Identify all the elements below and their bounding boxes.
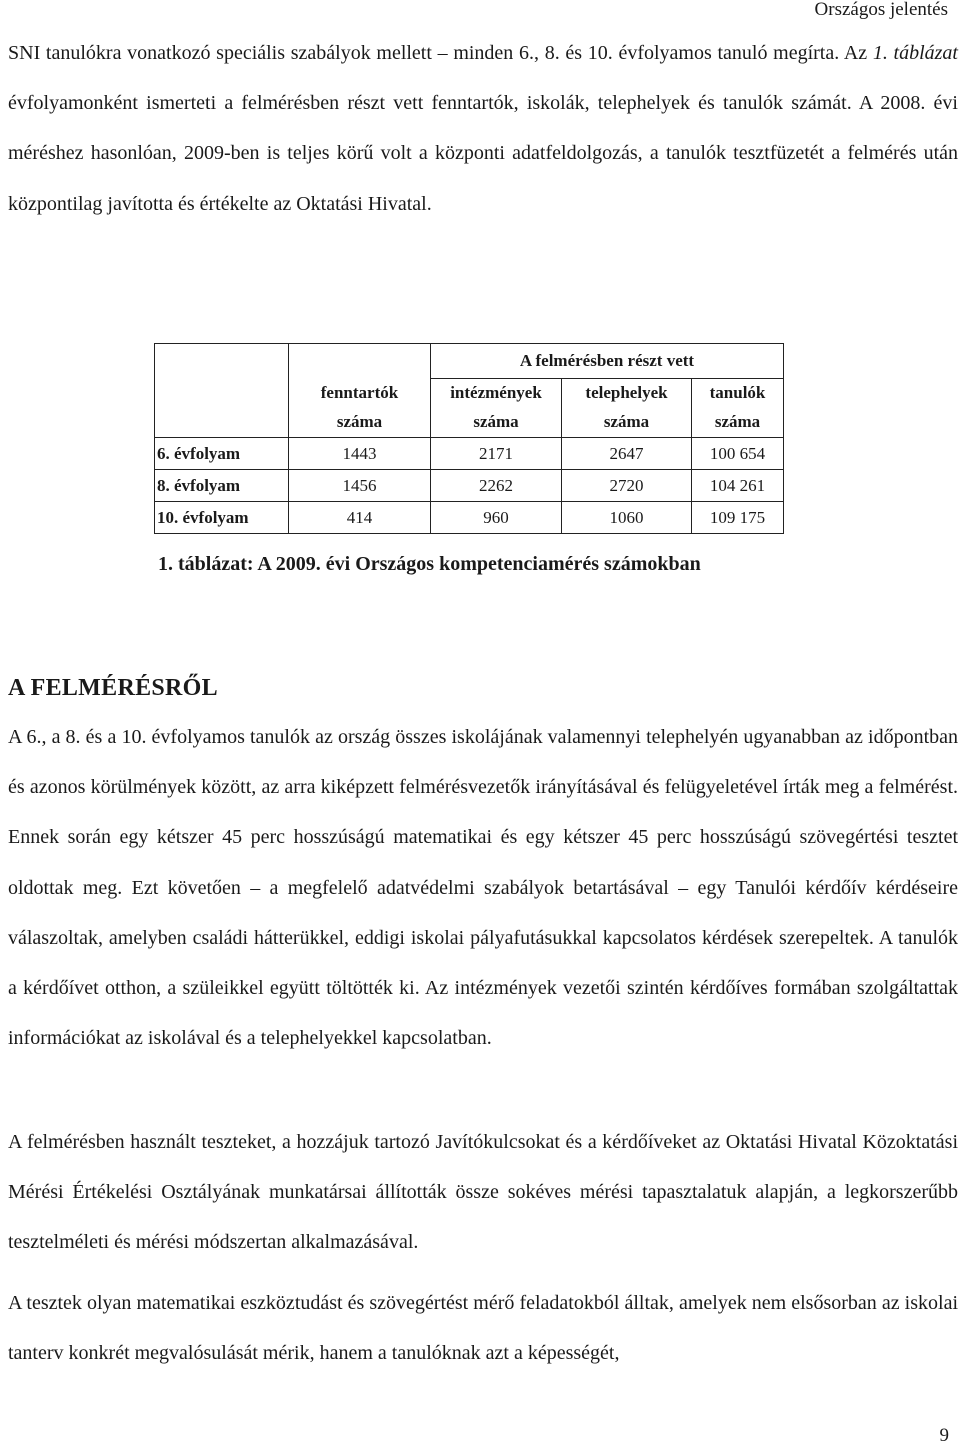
intro-paragraph — [8, 28, 958, 229]
section-heading: A FELMÉRÉSRŐL — [8, 675, 218, 701]
table-cell: 1443 — [289, 438, 431, 470]
column-spacer — [289, 344, 431, 379]
table-cell: 1456 — [289, 470, 431, 502]
table-cell: 100 654 — [692, 438, 784, 470]
column-header-line2: száma — [692, 408, 784, 438]
row-label: 10. évfolyam — [155, 502, 289, 534]
column-header-line2: száma — [562, 408, 692, 438]
table-cell: 2647 — [562, 438, 692, 470]
table-cell: 1060 — [562, 502, 692, 534]
table-row — [155, 438, 784, 470]
table-cell: 414 — [289, 502, 431, 534]
table-caption: 1. táblázat: A 2009. évi Országos kompetenciamérés számokban — [158, 553, 701, 575]
body-paragraph: A 6., a 8. és a 10. évfolyamos tanulók az ország összes iskolájának valamennyi telephelyén ugyanabban az időpontban és azonos körülmények között, az arra kiképzett felmérésvezetők irányításával és felügyeletével írták meg a felmérést. Ennek során egy kétszer 45 perc hosszúságú matematikai és egy kétszer 45 perc hosszúságú szövegértési tesztet oldottak meg. Ezt követően – a megfelelő adatvédelmi szabályok betartásával – egy Tanulói kérdőív kérdéseire válaszoltak, amelyben családi hátterükkel, eddigi iskolai pályafutásukkal kapcsolatos kérdések szerepeltek. A tanulók a kérdőívet otthon, a szüleikkel együtt töltötték ki. Az intézmények vezetői szintén kérdőíves formában szolgáltattak információkat az iskolával és a telephelyekkel kapcsolatban. — [8, 726, 958, 1050]
table-corner-cell — [155, 344, 289, 379]
page-number: 9 — [939, 1425, 949, 1446]
column-header-line1: intézmények — [431, 379, 562, 408]
table-cell: 960 — [431, 502, 562, 534]
statistics-table — [154, 343, 784, 534]
body-paragraph: A tesztek olyan matematikai eszköztudást és szövegértést mérő feladatokból álltak, amelyek nem elsősorban az iskolai tanterv konkrét megvalósulását mérik, hanem a tanulóknak azt a képességét, — [8, 1292, 958, 1365]
column-header-line1: telephelyek — [562, 379, 692, 408]
column-header-line1: fenntartók — [289, 379, 431, 408]
table-cell: 2262 — [431, 470, 562, 502]
column-header-line2: száma — [431, 408, 562, 438]
table-row — [155, 470, 784, 502]
row-label: 6. évfolyam — [155, 438, 289, 470]
intro-text-end: évfolyamonként ismerteti a felmérésben részt vett fenntartók, iskolák, telephelyek és tanulók számát. A 2008. évi méréshez hasonlóan, 2009-ben is teljes körű volt a központi adatfeldolgozás, a tanulók tesztfüzetét a felmérés után központilag javította és értékelte az Oktatási Hivatal. — [8, 92, 958, 215]
table-cell: 2720 — [562, 470, 692, 502]
group-header: A felmérésben részt vett — [431, 344, 784, 379]
intro-text-start: SNI tanulókra vonatkozó speciális szabályok mellett – minden 6., 8. és 10. évfolyamos tanuló megírta. Az — [8, 42, 873, 64]
row-label: 8. évfolyam — [155, 470, 289, 502]
table-cell: 2171 — [431, 438, 562, 470]
table-row — [155, 502, 784, 534]
table-corner-cell — [155, 379, 289, 408]
running-header: Országos jelentés — [814, 0, 948, 20]
table-reference: 1. táblázat — [872, 42, 958, 64]
column-header-line2: száma — [289, 408, 431, 438]
column-header-line1: tanulók — [692, 379, 784, 408]
table-corner-cell — [155, 408, 289, 438]
body-paragraph: A felmérésben használt teszteket, a hozzájuk tartozó Javítókulcsokat és a kérdőíveket az Oktatási Hivatal Közoktatási Mérési Értékelési Osztályának munkatársai állították össze sokéves mérési tapasztalatuk alapján, a legkorszerűbb tesztelméleti és mérési módszertan alkalmazásával. — [8, 1131, 958, 1254]
table-cell: 104 261 — [692, 470, 784, 502]
table-cell: 109 175 — [692, 502, 784, 534]
